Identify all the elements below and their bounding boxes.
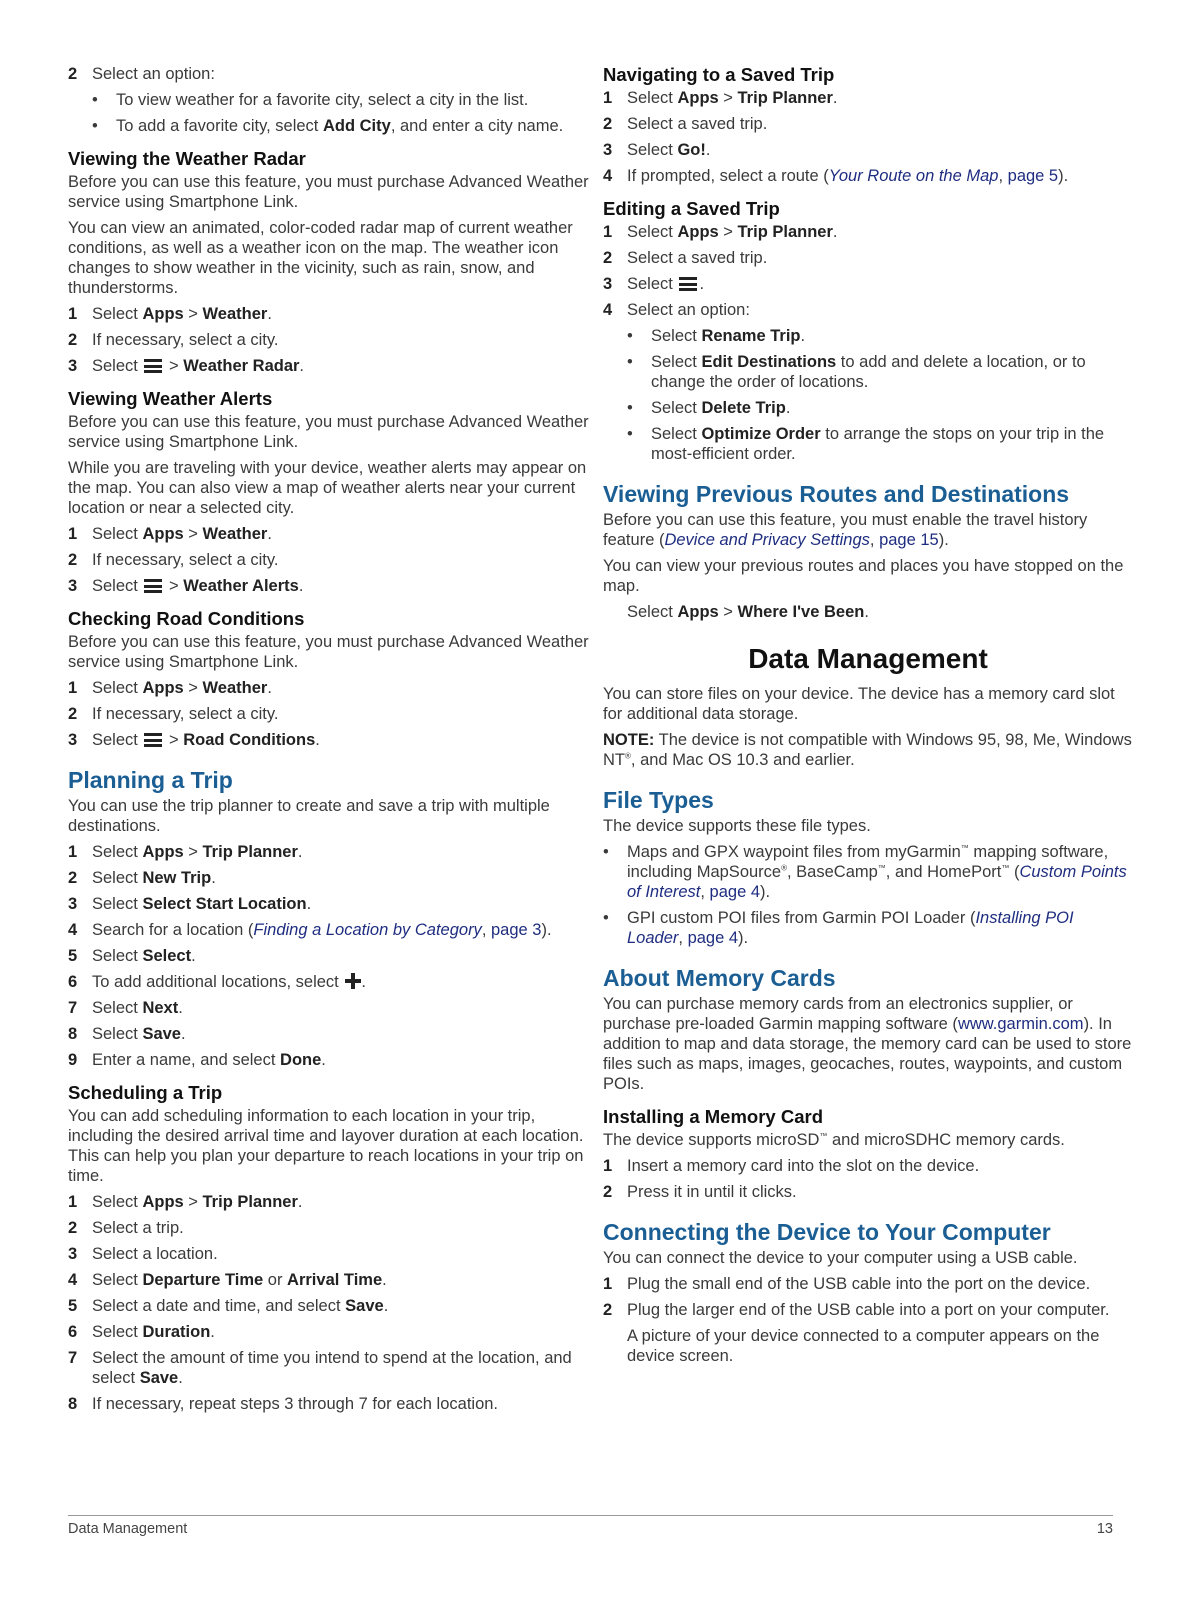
- page-number: 13: [1096, 1521, 1113, 1537]
- list-item: 2 Select New Trip.: [68, 869, 216, 887]
- step-note: A picture of your device connected to a computer appears on the device screen.: [627, 1327, 1100, 1365]
- menu-icon: [144, 579, 162, 593]
- heading-weather-alerts: Viewing Weather Alerts: [68, 388, 273, 409]
- link-page-15[interactable]: page 15: [879, 531, 939, 549]
- editing-steps: [603, 222, 1133, 320]
- alerts-steps: [68, 524, 590, 596]
- menu-icon: [144, 359, 162, 373]
- list-item: 3 Select a location.: [68, 1245, 218, 1263]
- paragraph: While you are traveling with your device, weather alerts may appear on the map. You can also view a map of weather alerts near your current location or near a selected city.: [68, 459, 587, 517]
- list-item: • To add a favorite city, select Add City, and enter a city name.: [92, 116, 590, 136]
- list-item: 8 Select Save.: [68, 1025, 186, 1043]
- paragraph: Before you can use this feature, you must purchase Advanced Weather service using Smartphone Link.: [68, 633, 589, 671]
- heading-previous-routes: Viewing Previous Routes and Destinations: [603, 481, 1070, 507]
- link-page-3[interactable]: page 3: [490, 921, 542, 939]
- list-item: • To view weather for a favorite city, select a city in the list.: [92, 90, 590, 110]
- heading-file-types: File Types: [603, 787, 714, 813]
- right-column: [603, 64, 1133, 1372]
- list-item: 2 If necessary, select a city.: [68, 705, 279, 723]
- heading-weather-radar: Viewing the Weather Radar: [68, 148, 306, 169]
- list-item: • GPI custom POI files from Garmin POI Loader (Installing POI Loader, page 4).: [603, 908, 1133, 948]
- link-custom-poi[interactable]: Custom Points of Interest: [627, 863, 1127, 901]
- list-item: 1 Select Apps > Weather.: [68, 525, 272, 543]
- heading-editing-saved-trip: Editing a Saved Trip: [603, 198, 780, 219]
- list-item: 1 Plug the small end of the USB cable into the port on the device.: [603, 1275, 1091, 1293]
- list-item: 9 Enter a name, and select Done.: [68, 1051, 326, 1069]
- paragraph: You can view an animated, color-coded radar map of current weather conditions, as well as a weather icon on the map. The weather icon changes to show weather in the vicinity, such as rain, snow, and thunderstorms.: [68, 219, 573, 297]
- paragraph: You can connect the device to your computer using a USB cable.: [603, 1249, 1078, 1267]
- planning-steps: [68, 842, 590, 1070]
- plus-icon: [345, 973, 361, 989]
- list-item: 8 If necessary, repeat steps 3 through 7 for each location.: [68, 1395, 499, 1413]
- list-item: 3 Select .: [603, 275, 705, 293]
- paragraph: You can store files on your device. The device has a memory card slot for additional data storage.: [603, 685, 1115, 723]
- editing-options: [627, 326, 1133, 464]
- heading-road-conditions: Checking Road Conditions: [68, 608, 305, 629]
- installing-steps: [603, 1156, 1133, 1202]
- paragraph: Before you can use this feature, you must enable the travel history feature (Device and Privacy Settings, page 15).: [603, 511, 1088, 549]
- list-item: 3 Select Select Start Location.: [68, 895, 312, 913]
- heading-connecting-device: Connecting the Device to Your Computer: [603, 1219, 1051, 1245]
- menu-icon: [679, 277, 697, 291]
- paragraph: You can use the trip planner to create and save a trip with multiple destinations.: [68, 797, 550, 835]
- footer-section: Data Management: [68, 1521, 188, 1537]
- paragraph: You can purchase memory cards from an electronics supplier, or purchase pre-loaded Garmin mapping software (www.garmin.com). In addition to map and data storage, the memory card can be used to store files such as maps, images, geocaches, routes, waypoints, and custom POIs.: [603, 995, 1132, 1093]
- list-item: 2 Press it in until it clicks.: [603, 1183, 797, 1201]
- list-item: 5 Select Select.: [68, 947, 196, 965]
- list-item: 6 To add additional locations, select .: [68, 973, 366, 991]
- note: NOTE: The device is not compatible with Windows 95, 98, Me, Windows NT®, and Mac OS 10.3 and earlier.: [603, 731, 1132, 769]
- paragraph: Before you can use this feature, you must purchase Advanced Weather service using Smartphone Link.: [68, 173, 589, 211]
- link-installing-poi-loader[interactable]: Installing POI Loader: [627, 909, 1074, 947]
- heading-data-management: Data Management: [748, 643, 988, 674]
- list-item: 3 Select Go!.: [603, 141, 711, 159]
- weather-steps-cont: [68, 64, 590, 84]
- navigating-steps: [603, 88, 1133, 186]
- road-steps: [68, 678, 590, 750]
- link-finding-location[interactable]: Finding a Location by Category: [253, 921, 482, 939]
- left-column: [68, 64, 590, 1420]
- heading-navigating-saved-trip: Navigating to a Saved Trip: [603, 64, 835, 85]
- list-item: 1 Select Apps > Weather.: [68, 305, 272, 323]
- paragraph: Before you can use this feature, you must purchase Advanced Weather service using Smartphone Link.: [68, 413, 589, 451]
- list-item: 3 Select > Road Conditions.: [68, 731, 320, 749]
- link-device-privacy[interactable]: Device and Privacy Settings: [664, 531, 870, 549]
- paragraph: The device supports these file types.: [603, 817, 871, 835]
- heading-planning-a-trip: Planning a Trip: [68, 767, 233, 793]
- link-page-4[interactable]: page 4: [687, 929, 739, 947]
- heading-installing-memory-card: Installing a Memory Card: [603, 1106, 823, 1127]
- list-item: 1 Select Apps > Trip Planner.: [603, 89, 838, 107]
- list-item: 4 Select Departure Time or Arrival Time.: [68, 1271, 387, 1289]
- link-garmin-website[interactable]: www.garmin.com: [957, 1015, 1084, 1033]
- link-page-4[interactable]: page 4: [709, 883, 761, 901]
- list-item: 1 Select Apps > Weather.: [68, 679, 272, 697]
- list-item: • Select Optimize Order to arrange the stops on your trip in the most-efficient order.: [627, 424, 1133, 464]
- list-item: 1 Select Apps > Trip Planner.: [68, 1193, 303, 1211]
- list-item: 7 Select the amount of time you intend to spend at the location, and select Save.: [68, 1349, 572, 1387]
- list-item: • Select Rename Trip.: [627, 326, 1133, 346]
- paragraph: The device supports microSD™ and microSDHC memory cards.: [603, 1131, 1065, 1149]
- page-footer: [68, 1515, 1113, 1539]
- list-item: 3 Select > Weather Radar.: [68, 357, 305, 375]
- file-types-list: [603, 842, 1133, 948]
- scheduling-steps: [68, 1192, 590, 1414]
- list-item: 2 Select a saved trip.: [603, 249, 768, 267]
- heading-scheduling-a-trip: Scheduling a Trip: [68, 1082, 223, 1103]
- list-item: 4 If prompted, select a route (Your Route on the Map, page 5).: [603, 167, 1069, 185]
- list-item: 6 Select Duration.: [68, 1323, 215, 1341]
- paragraph: Select Apps > Where I've Been.: [627, 603, 869, 621]
- paragraph: You can view your previous routes and places you have stopped on the map.: [603, 557, 1124, 595]
- link-your-route[interactable]: Your Route on the Map: [828, 167, 999, 185]
- list-item: 1 Insert a memory card into the slot on the device.: [603, 1157, 980, 1175]
- list-item: 2 If necessary, select a city.: [68, 331, 279, 349]
- link-page-5[interactable]: page 5: [1007, 167, 1059, 185]
- radar-steps: [68, 304, 590, 376]
- list-item: 3 Select > Weather Alerts.: [68, 577, 304, 595]
- list-item: 1 Select Apps > Trip Planner.: [603, 223, 838, 241]
- list-item: 4 Select an option:: [603, 301, 750, 319]
- list-item: 2 If necessary, select a city.: [68, 551, 279, 569]
- list-item: 2 Select a trip.: [68, 1219, 184, 1237]
- list-item: 2 Select an option:: [68, 65, 215, 83]
- list-item: 4 Search for a location (Finding a Location by Category, page 3).: [68, 921, 552, 939]
- paragraph: You can add scheduling information to each location in your trip, including the desired arrival time and layover duration at each location. This can help you plan your departure to reach locations in your trip on time.: [68, 1107, 584, 1185]
- list-item: 1 Select Apps > Trip Planner.: [68, 843, 303, 861]
- weather-options: [68, 90, 590, 136]
- menu-icon: [144, 733, 162, 747]
- list-item: • Select Delete Trip.: [627, 398, 1133, 418]
- list-item: 7 Select Next.: [68, 999, 183, 1017]
- list-item: • Select Edit Destinations to add and delete a location, or to change the order of locations.: [627, 352, 1133, 392]
- heading-memory-cards: About Memory Cards: [603, 965, 836, 991]
- list-item: • Maps and GPX waypoint files from myGarmin™ mapping software, including MapSource®, BaseCamp™, and HomePort™ (Custom Points of Interest, page 4).: [603, 842, 1133, 902]
- list-item: 2 Plug the larger end of the USB cable into a port on your computer. A picture of your device connected to a computer appears on the device screen.: [603, 1300, 1133, 1366]
- list-item: 5 Select a date and time, and select Save.: [68, 1297, 389, 1315]
- list-item: 2 Select a saved trip.: [603, 115, 768, 133]
- connecting-steps: [603, 1274, 1133, 1366]
